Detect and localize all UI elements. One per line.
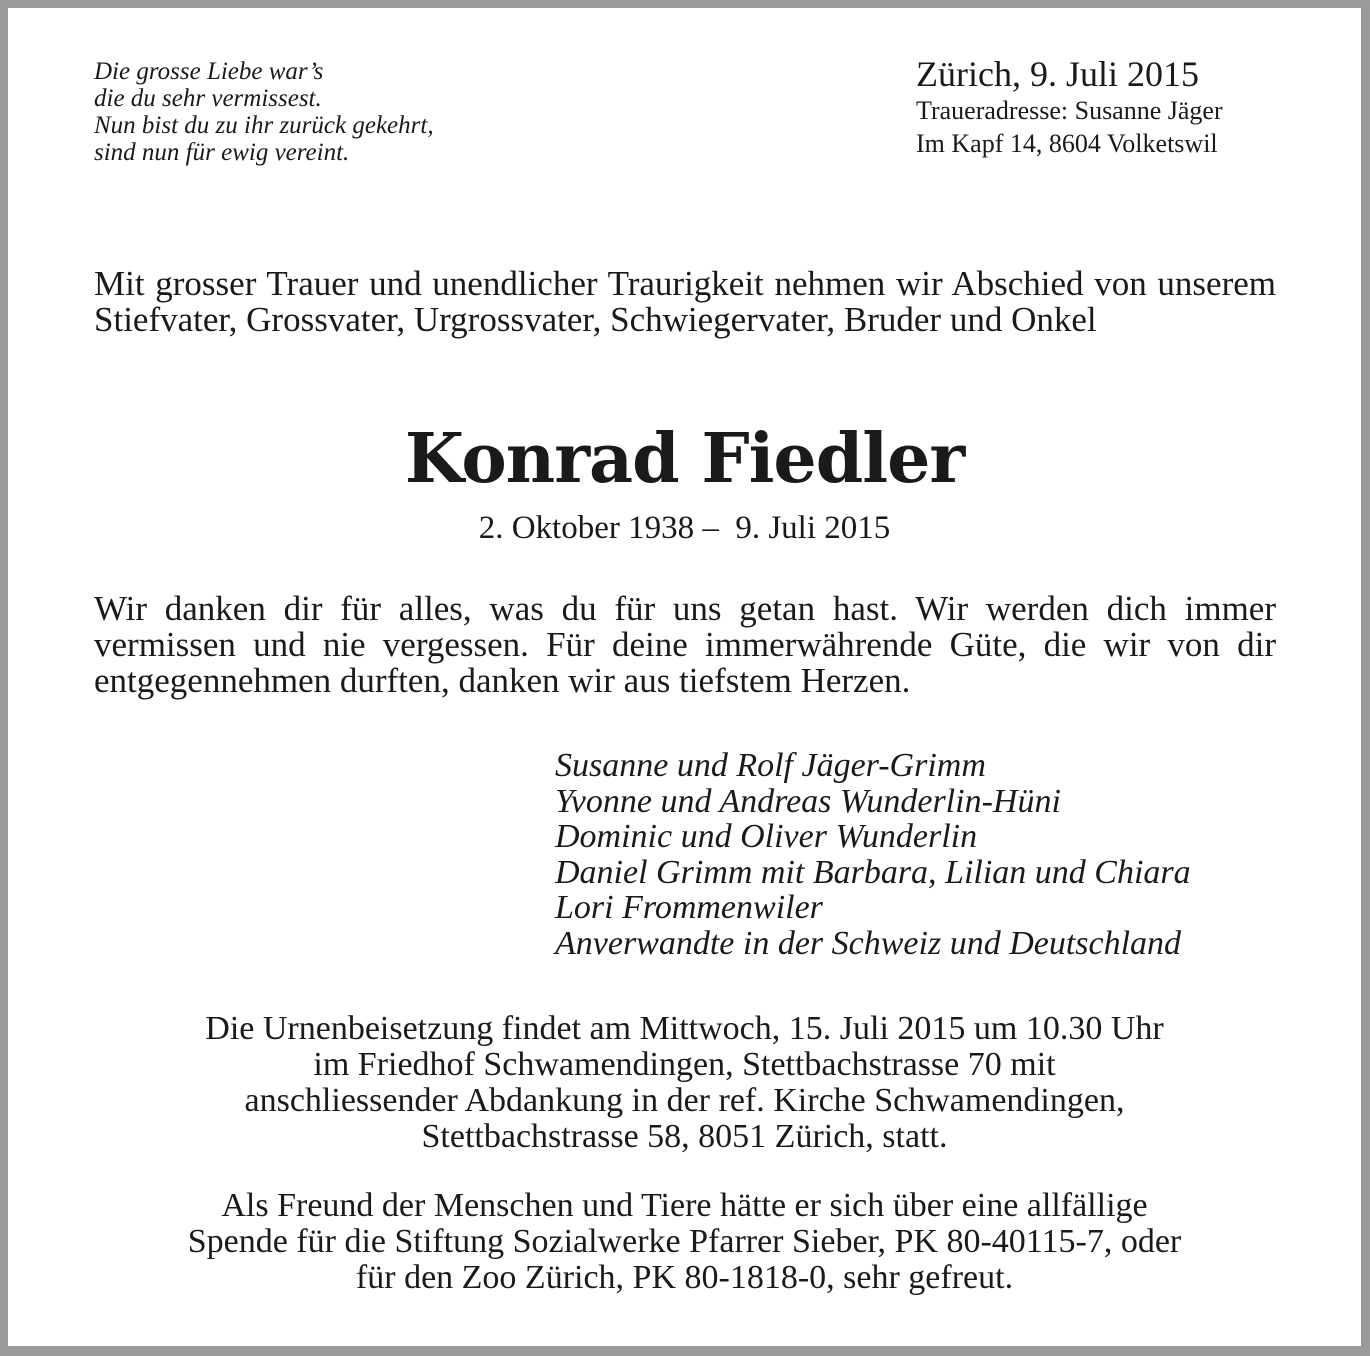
mourner-line: Daniel Grimm mit Barbara, Lilian und Chiara bbox=[555, 853, 1191, 891]
obituary-notice bbox=[8, 8, 1361, 1346]
mourner-line: Susanne und Rolf Jäger-Grimm bbox=[555, 747, 986, 784]
poem-line: Die grosse Liebe war’s bbox=[94, 58, 324, 85]
poem bbox=[94, 58, 614, 166]
life-dates: 2. Oktober 1938 – 9. Juli 2015 bbox=[478, 510, 891, 546]
mourning-address-street: Im Kapf 14, 8604 Volketswil bbox=[916, 129, 1218, 158]
mourner-line: Yvonne und Andreas Wunderlin-Hüni bbox=[555, 782, 1061, 820]
burial-line: anschliessender Abdankung in der ref. Kirche Schwamendingen, bbox=[244, 1082, 1125, 1119]
place-date: Zürich, 9. Juli 2015 bbox=[916, 54, 1199, 94]
poem-line: sind nun für ewig vereint. bbox=[94, 139, 350, 166]
burial-line: im Friedhof Schwamendingen, Stettbachstrasse 70 mit bbox=[313, 1046, 1056, 1083]
deceased-name: Konrad Fiedler bbox=[404, 419, 965, 499]
burial-notice bbox=[68, 1011, 1301, 1155]
intro-paragraph: Mit grosser Trauer und unendlicher Traurigkeit nehmen wir Abschied von unserem Stiefvater, Grossvater, Urgrossvater, Schwiegervater, Bruder und Onkel bbox=[94, 264, 1276, 339]
burial-line: Die Urnenbeisetzung findet am Mittwoch, 15. Juli 2015 um 10.30 Uhr bbox=[205, 1010, 1164, 1047]
donation-line: Spende für die Stiftung Sozialwerke Pfarrer Sieber, PK 80-40115-7, oder bbox=[187, 1223, 1182, 1260]
mourner-line: Dominic und Oliver Wunderlin bbox=[555, 818, 978, 855]
burial-line: Stettbachstrasse 58, 8051 Zürich, statt. bbox=[421, 1118, 948, 1155]
thanks-paragraph: Wir danken dir für alles, was du für uns getan hast. Wir werden dich immer vermissen und nie vergessen. Für deine immerwährende Güte, die wir von dir entgegennehmen durften, danken wir aus tiefstem Herzen. bbox=[94, 589, 1276, 700]
donation-line: Als Freund der Menschen und Tiere hätte er sich über eine allfällige bbox=[221, 1187, 1148, 1224]
poem-line: die du sehr vermissest. bbox=[94, 85, 322, 112]
place-and-address bbox=[916, 54, 1336, 160]
mourner-line: Anverwandte in der Schweiz und Deutschland bbox=[555, 924, 1182, 962]
poem-line: Nun bist du zu ihr zurück gekehrt, bbox=[94, 112, 434, 139]
donation-notice bbox=[68, 1188, 1301, 1296]
mourning-address-name: Traueradresse: Susanne Jäger bbox=[916, 96, 1223, 125]
mourners-list bbox=[555, 748, 1285, 961]
donation-line: für den Zoo Zürich, PK 80-1818-0, sehr gefreut. bbox=[355, 1259, 1014, 1296]
mourner-line: Lori Frommenwiler bbox=[555, 889, 823, 926]
